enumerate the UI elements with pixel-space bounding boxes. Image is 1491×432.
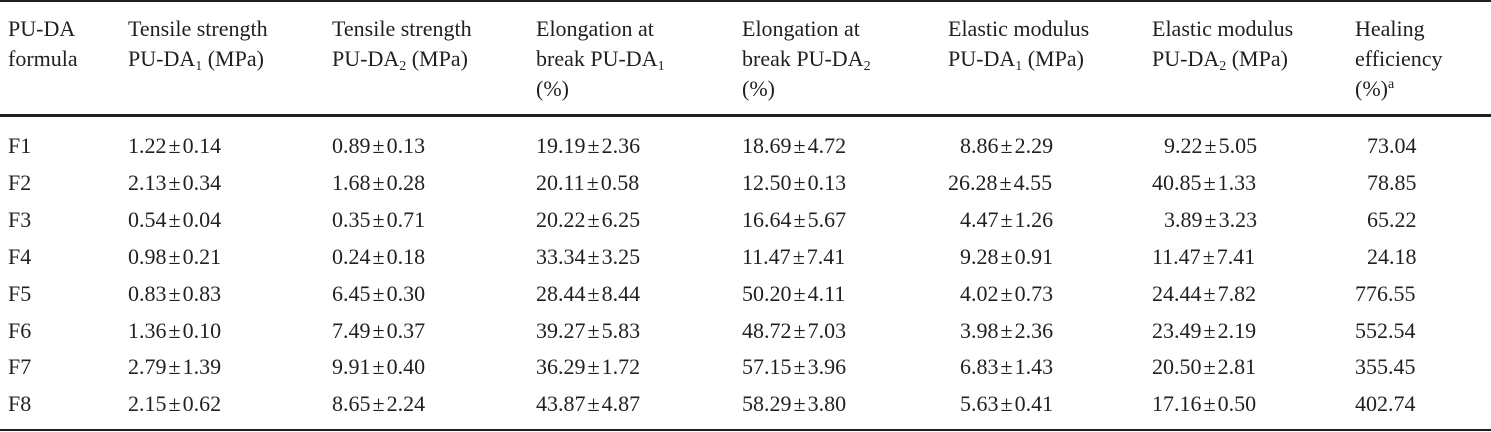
mean-value: 1.22 [128,133,167,158]
sd-value: 2.24 [386,391,426,417]
mean-value: 11.47 [742,243,791,269]
mean-value: 20.11 [536,169,585,195]
plus-minus-symbol: ± [587,354,600,380]
elastic-modulus-1-cell [960,275,1053,312]
mean-value: 18.69 [742,133,792,158]
sd-value: 4.55 [1013,169,1053,195]
elongation-2-cell [742,348,846,385]
elongation-1-cell [536,275,640,312]
plus-minus-symbol: ± [372,317,385,343]
header-line [8,14,78,44]
mean-value: 5.63 [960,391,999,417]
mean-value: 43.87 [536,391,586,417]
mean-value: 20.22 [536,206,586,232]
elongation-2-cell [742,238,845,275]
plus-minus-symbol: ± [793,133,806,158]
plus-minus-symbol: ± [587,206,600,232]
mean-value: 20.50 [1152,354,1202,380]
plus-minus-symbol: ± [372,243,385,269]
header-text: PU-DA [948,46,1016,71]
header-text: PU-DA [8,16,76,41]
plus-minus-symbol: ± [372,280,385,306]
plus-minus-symbol: ± [1204,133,1217,158]
header-line [1355,14,1443,44]
sd-value: 3.80 [807,391,847,417]
plus-minus-symbol: ± [1000,391,1013,417]
header-elongation-1 [536,14,665,104]
elongation-2-cell [742,312,846,349]
sd-value: 7.82 [1217,280,1257,306]
healing-efficiency-cell: 552.54 [1355,317,1416,343]
mean-value: 11.47 [1152,243,1201,269]
plus-minus-symbol: ± [168,206,181,232]
plus-minus-symbol: ± [1203,280,1216,306]
sd-value: 5.05 [1218,133,1258,158]
plus-minus-symbol: ± [793,169,806,195]
plus-minus-symbol: ± [1204,206,1217,232]
header-unit: (MPa) [1226,46,1288,71]
sd-value: 3.25 [601,243,641,269]
tensile-strength-2-cell [332,348,425,385]
tensile-strength-1-cell [128,275,221,312]
mean-value: 0.35 [332,206,371,232]
header-tensile-strength-1 [128,14,268,74]
formula-cell: F1 [8,133,32,158]
header-line [332,44,472,74]
tensile-strength-1-cell [128,127,221,164]
mean-value: 0.83 [128,280,167,306]
plus-minus-symbol: ± [1203,354,1216,380]
header-line [536,74,665,104]
tensile-strength-1-cell [128,164,221,201]
top-rule [0,0,1491,2]
formula-cell: F2 [8,169,32,195]
mean-value: 6.83 [960,354,999,380]
header-line [1152,44,1293,74]
tensile-strength-1-cell [128,348,221,385]
plus-minus-symbol: ± [372,391,385,417]
mean-value: 48.72 [742,317,792,343]
healing-efficiency-cell: 24.18 [1367,243,1417,269]
mean-value: 0.89 [332,133,371,158]
header-text: efficiency [1355,46,1443,71]
table-row [0,275,1491,312]
sd-value: 2.19 [1217,317,1257,343]
tensile-strength-1-cell [128,238,221,275]
elastic-modulus-2-cell [1152,312,1256,349]
mean-value: 9.22 [1164,133,1203,158]
header-tensile-strength-2 [332,14,472,74]
mean-value: 9.91 [332,354,371,380]
header-elongation-2 [742,14,871,104]
header-text: PU-DA [332,46,400,71]
mean-value: 28.44 [536,280,586,306]
sd-value: 0.14 [182,133,222,158]
plus-minus-symbol: ± [587,317,600,343]
sd-value: 1.72 [601,354,641,380]
subscript: 2 [1219,59,1227,74]
sd-value: 0.83 [182,280,222,306]
header-unit: (MPa) [406,46,468,71]
sd-value: 4.72 [807,133,847,158]
sd-value: 0.37 [386,317,426,343]
plus-minus-symbol: ± [587,133,600,158]
mean-value: 0.54 [128,206,167,232]
healing-efficiency-cell: 776.55 [1355,280,1416,306]
subscript: 1 [1015,59,1023,74]
formula-cell: F5 [8,280,32,306]
tensile-strength-1-cell [128,201,221,238]
elongation-2-cell [742,385,846,422]
mean-value: 1.36 [128,317,167,343]
plus-minus-symbol: ± [168,133,181,158]
header-text: Elongation at [536,16,654,41]
sd-value: 0.30 [386,280,426,306]
plus-minus-symbol: ± [1203,169,1216,195]
mean-value: 58.29 [742,391,792,417]
mean-value: 23.49 [1152,317,1202,343]
sd-value: 6.25 [601,206,641,232]
sd-value: 2.29 [1014,133,1054,158]
mean-value: 19.19 [536,133,586,158]
sd-value: 1.26 [1014,206,1054,232]
header-line [742,74,871,104]
header-text: PU-DA [128,46,196,71]
elastic-modulus-1-cell [960,238,1053,275]
mean-value: 57.15 [742,354,792,380]
plus-minus-symbol: ± [168,391,181,417]
elongation-2-cell [742,275,845,312]
elongation-2-cell [742,127,846,164]
elongation-1-cell [536,312,640,349]
tensile-strength-2-cell [332,275,425,312]
plus-minus-symbol: ± [168,280,181,306]
sd-value: 4.11 [807,280,846,306]
table-row [0,201,1491,238]
header-formula [8,14,78,74]
header-text: Tensile strength [332,16,472,41]
header-elastic-modulus-1 [948,14,1089,74]
header-text: (%) [536,76,569,101]
mean-value: 8.86 [960,133,999,158]
healing-efficiency-cell: 73.04 [1367,133,1417,158]
sd-value: 0.21 [182,243,222,269]
plus-minus-symbol: ± [168,354,181,380]
subscript: 2 [863,59,871,74]
sd-value: 1.39 [182,354,222,380]
plus-minus-symbol: ± [793,206,806,232]
formula-cell: F4 [8,243,32,269]
sd-value: 0.71 [386,206,426,232]
sd-value: 3.23 [1218,206,1258,232]
plus-minus-symbol: ± [372,206,385,232]
plus-minus-symbol: ± [1000,354,1013,380]
header-line [948,14,1089,44]
sd-value: 2.36 [1014,317,1054,343]
header-text: Elongation at [742,16,860,41]
sd-value: 7.41 [1216,243,1256,269]
sd-value: 0.50 [1217,391,1257,417]
mean-value: 33.34 [536,243,586,269]
sd-value: 0.04 [182,206,222,232]
header-line [536,44,665,74]
mean-value: 0.98 [128,243,167,269]
plus-minus-symbol: ± [1000,133,1013,158]
elastic-modulus-2-cell [1152,385,1256,422]
header-text: (%) [1355,76,1388,101]
subscript: 1 [657,59,665,74]
sd-value: 0.62 [182,391,222,417]
healing-efficiency-cell: 65.22 [1367,206,1417,232]
sd-value: 7.41 [806,243,846,269]
elastic-modulus-1-cell [960,127,1053,164]
mean-value: 36.29 [536,354,586,380]
healing-efficiency-cell: 355.45 [1355,354,1416,380]
elastic-modulus-2-cell [1164,127,1257,164]
table-row [0,312,1491,349]
sd-value: 7.03 [807,317,847,343]
header-unit: (MPa) [202,46,264,71]
mean-value: 7.49 [332,317,371,343]
plus-minus-symbol: ± [372,133,385,158]
sd-value: 8.44 [601,280,641,306]
sd-value: 4.87 [601,391,641,417]
header-rule [0,114,1491,117]
header-line [128,44,268,74]
header-line [536,14,665,44]
plus-minus-symbol: ± [1000,206,1013,232]
tensile-strength-2-cell [332,127,425,164]
elastic-modulus-2-cell [1152,164,1256,201]
header-text: break PU-DA [742,46,864,71]
tensile-strength-2-cell [332,238,425,275]
header-text: PU-DA [1152,46,1220,71]
formula-cell: F7 [8,354,32,380]
tensile-strength-2-cell [332,201,425,238]
elastic-modulus-1-cell [948,164,1052,201]
header-line [1152,14,1293,44]
header-elastic-modulus-2 [1152,14,1293,74]
plus-minus-symbol: ± [168,317,181,343]
elastic-modulus-2-cell [1164,201,1257,238]
table-row [0,164,1491,201]
elongation-1-cell [536,201,640,238]
mean-value: 40.85 [1152,169,1202,195]
sd-value: 0.34 [182,169,222,195]
header-line [948,44,1089,74]
footnote-marker: a [1387,77,1395,92]
sd-value: 1.33 [1217,169,1257,195]
header-text: Elastic modulus [948,16,1090,41]
sd-value: 2.81 [1217,354,1257,380]
mean-value: 2.79 [128,354,167,380]
elastic-modulus-1-cell [960,201,1053,238]
elongation-1-cell [536,348,640,385]
table-row [0,348,1491,385]
header-text: (%) [742,76,775,101]
subscript: 1 [195,59,203,74]
elongation-2-cell [742,164,846,201]
tensile-strength-2-cell [332,385,425,422]
sd-value: 0.40 [386,354,426,380]
sd-value: 0.18 [386,243,426,269]
bottom-rule [0,429,1491,431]
plus-minus-symbol: ± [792,243,805,269]
healing-efficiency-cell: 78.85 [1367,169,1417,195]
sd-value: 0.41 [1014,391,1054,417]
mean-value: 12.50 [742,169,792,195]
mean-value: 16.64 [742,206,792,232]
header-healing-efficiency [1355,14,1443,104]
sd-value: 0.91 [1014,243,1054,269]
plus-minus-symbol: ± [586,169,599,195]
elastic-modulus-2-cell [1152,238,1255,275]
header-line [8,44,78,74]
plus-minus-symbol: ± [1000,317,1013,343]
plus-minus-symbol: ± [587,243,600,269]
mean-value: 2.15 [128,391,167,417]
plus-minus-symbol: ± [1000,243,1013,269]
plus-minus-symbol: ± [1202,243,1215,269]
sd-value: 0.13 [386,133,426,158]
elastic-modulus-1-cell [960,385,1053,422]
mean-value: 24.44 [1152,280,1202,306]
elongation-1-cell [536,127,640,164]
sd-value: 2.36 [601,133,641,158]
header-line [742,14,871,44]
header-line [742,44,871,74]
elastic-modulus-2-cell [1152,275,1256,312]
header-text: Elastic modulus [1152,16,1294,41]
sd-value: 0.13 [807,169,847,195]
mean-value: 4.47 [960,206,999,232]
plus-minus-symbol: ± [1203,317,1216,343]
plus-minus-symbol: ± [587,391,600,417]
plus-minus-symbol: ± [587,280,600,306]
elongation-1-cell [536,238,640,275]
header-line [1355,74,1443,104]
header-line [1355,44,1443,74]
formula-cell: F8 [8,391,32,417]
mean-value: 2.13 [128,169,167,195]
elastic-modulus-1-cell [960,348,1053,385]
header-text: Healing [1355,16,1425,41]
elongation-1-cell [536,164,639,201]
table-row [0,238,1491,275]
mean-value: 17.16 [1152,391,1202,417]
plus-minus-symbol: ± [168,243,181,269]
mean-value: 3.89 [1164,206,1203,232]
sd-value: 0.28 [386,169,426,195]
sd-value: 3.96 [807,354,847,380]
mean-value: 4.02 [960,280,999,306]
sd-value: 5.83 [601,317,641,343]
plus-minus-symbol: ± [793,354,806,380]
tensile-strength-2-cell [332,312,425,349]
mean-value: 3.98 [960,317,999,343]
mean-value: 39.27 [536,317,586,343]
mean-value: 50.20 [742,280,792,306]
mean-value: 26.28 [948,169,998,195]
table-row [0,385,1491,422]
tensile-strength-1-cell [128,312,221,349]
tensile-strength-1-cell [128,385,221,422]
sd-value: 5.67 [807,206,847,232]
header-text: Tensile strength [128,16,268,41]
plus-minus-symbol: ± [1000,280,1013,306]
subscript: 2 [399,59,407,74]
elastic-modulus-1-cell [960,312,1053,349]
plus-minus-symbol: ± [372,354,385,380]
formula-cell: F6 [8,317,32,343]
healing-efficiency-cell: 402.74 [1355,391,1416,417]
header-line [128,14,268,44]
plus-minus-symbol: ± [1203,391,1216,417]
formula-cell: F3 [8,206,32,232]
sd-value: 0.58 [600,169,640,195]
mean-value: 1.68 [332,169,371,195]
mean-value: 9.28 [960,243,999,269]
plus-minus-symbol: ± [793,317,806,343]
header-unit: (MPa) [1022,46,1084,71]
elastic-modulus-2-cell [1152,348,1256,385]
mean-value: 0.24 [332,243,371,269]
mean-value: 8.65 [332,391,371,417]
sd-value: 0.73 [1014,280,1054,306]
plus-minus-symbol: ± [168,169,181,195]
elongation-2-cell [742,201,846,238]
elongation-1-cell [536,385,640,422]
header-text: formula [8,46,78,71]
plus-minus-symbol: ± [793,280,806,306]
plus-minus-symbol: ± [793,391,806,417]
plus-minus-symbol: ± [999,169,1012,195]
sd-value: 1.43 [1014,354,1054,380]
mean-value: 6.45 [332,280,371,306]
plus-minus-symbol: ± [372,169,385,195]
header-text: break PU-DA [536,46,658,71]
tensile-strength-2-cell [332,164,425,201]
sd-value: 0.10 [182,317,222,343]
table-row [0,127,1491,164]
header-line [332,14,472,44]
